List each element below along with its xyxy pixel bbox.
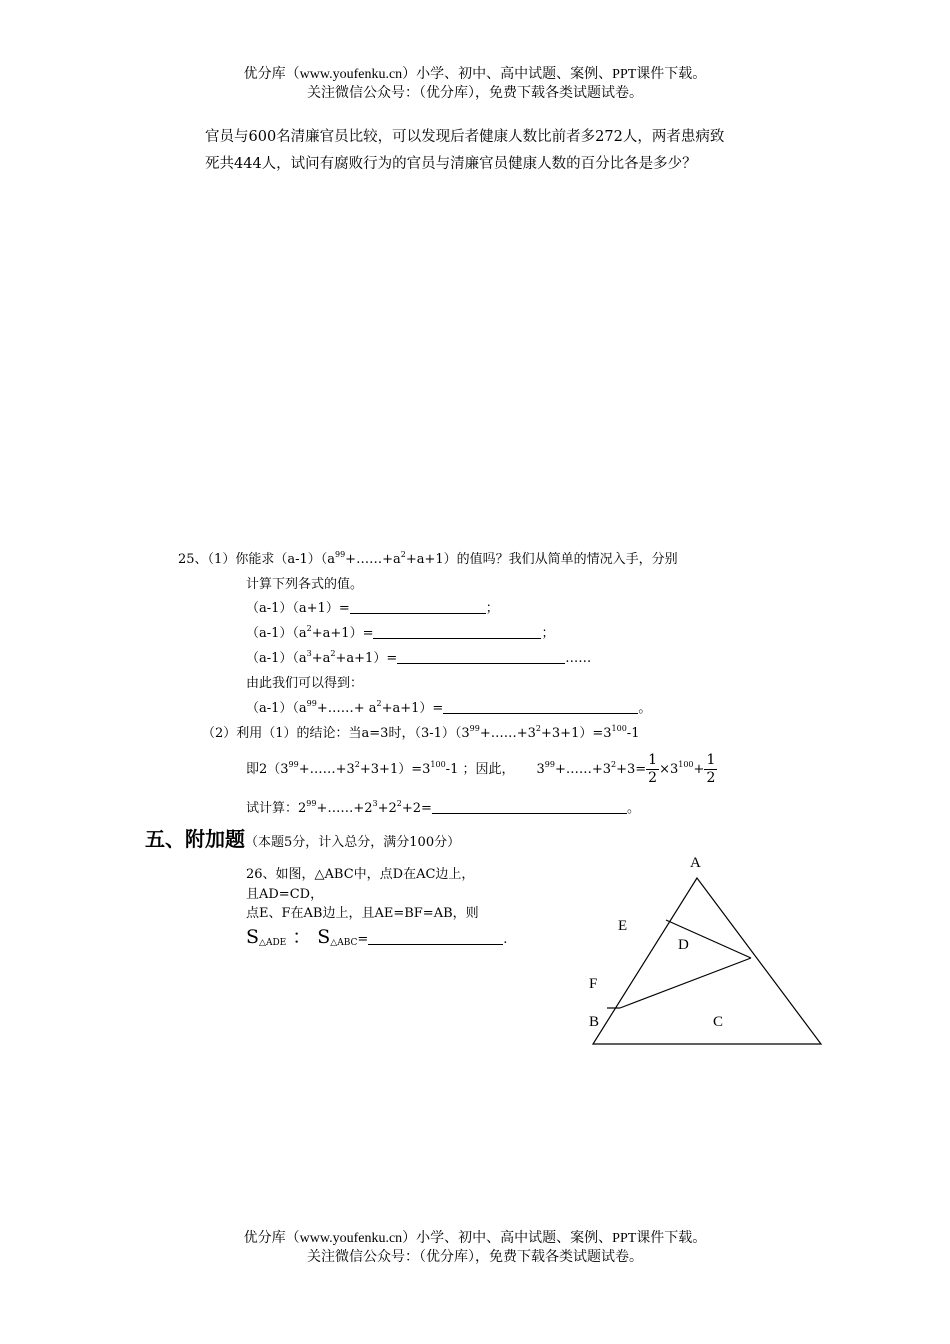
q26-line-1: 26、如图，△ABC中，点D在AC边上， bbox=[246, 867, 475, 882]
label-e: E bbox=[618, 918, 628, 934]
footer-line-2: 关注微信公众号：（优分库），免费下载各类试题试卷。 bbox=[307, 1250, 643, 1265]
label-b: B bbox=[589, 1014, 600, 1030]
label-a: A bbox=[690, 855, 701, 871]
segment-df bbox=[620, 958, 751, 1008]
q24-line-2: 死共444人，试问有腐败行为的官员与清廉官员健康人数的百分比各是多少？ bbox=[205, 156, 697, 172]
fraction-half-2: $\frac{1}{2}$ bbox=[706, 752, 716, 786]
q26-line-3: 点E、F在AB边上，且AE=BF=AB，则 bbox=[246, 906, 479, 921]
label-d: D bbox=[678, 937, 689, 953]
q25-part2: （2）利用（1）的结论：当a=3时，$(3-1)(3^{99}+\dots\dots+3^2+3+1)=3^{100}-1$ bbox=[202, 724, 640, 741]
label-f: F bbox=[589, 976, 598, 992]
header-line-2: 关注微信公众号：（优分库），免费下载各类试题试卷。 bbox=[307, 86, 643, 101]
q25-intro-line-2: 计算下列各式的值。 bbox=[246, 577, 364, 592]
label-c: C bbox=[713, 1014, 724, 1030]
q25-conclusion: 由此我们可以得到： bbox=[246, 676, 364, 691]
q25-expr-1: （a-1）（a+1）= ； bbox=[246, 601, 499, 616]
q25-number: 25、 bbox=[178, 552, 208, 567]
q25-intro-line: 25、（1）你能求$(a-1)(a^{99}+\dots\dots+a^2+a+1)$的值吗？我们从简单的情况入手，分别 bbox=[178, 550, 678, 567]
q25-therefore-line: 即$2(3^{99}+\dots\dots+3^2+3+1)=3^{100}-1$ ；因此， $3^{99}+\dots\dots+3^2+3=$ $\frac{1}{2}$ $\times 3^{100}+$ $\frac{1}{2}$ bbox=[246, 752, 716, 786]
q25-calc-line: 试计算：$2^{99}+\dots\dots+2^3+2^2+2=$ 。 bbox=[246, 799, 640, 816]
footer-line-1: 优分库（www.youfenku.cn）小学、初中、高中试题、案例、PPT课件下载。 bbox=[243, 1231, 707, 1246]
triangle-abc bbox=[593, 878, 821, 1044]
q25-expr-3: $(a-1)(a^3+a^2+a+1)=$ …… bbox=[246, 649, 592, 666]
fraction-half-1: $\frac{1}{2}$ bbox=[648, 752, 658, 786]
q25-expr-4: $(a-1)(a^{99}+\dots\dots+ a^2+a+1)=$ 。 bbox=[246, 699, 652, 716]
section-5-title: 五、附加题 bbox=[145, 827, 245, 851]
header-line-1: 优分库（www.youfenku.cn）小学、初中、高中试题、案例、PPT课件下载。 bbox=[243, 67, 707, 82]
q26-ratio-line: $S_{\triangle ADE}$ ： $S_{\triangle ABC}=$ . bbox=[246, 926, 508, 948]
section-5-note: （本题5分，计入总分，满分100分） bbox=[245, 835, 461, 850]
q25-expr-2: $(a-1)(a^2+a+1)=$ ； bbox=[246, 624, 555, 641]
q24-line-1: 官员与600名清廉官员比较，可以发现后者健康人数比前者多272人，两者患病致 bbox=[205, 129, 725, 145]
q26-line-2: 且AD=CD， bbox=[246, 887, 324, 902]
